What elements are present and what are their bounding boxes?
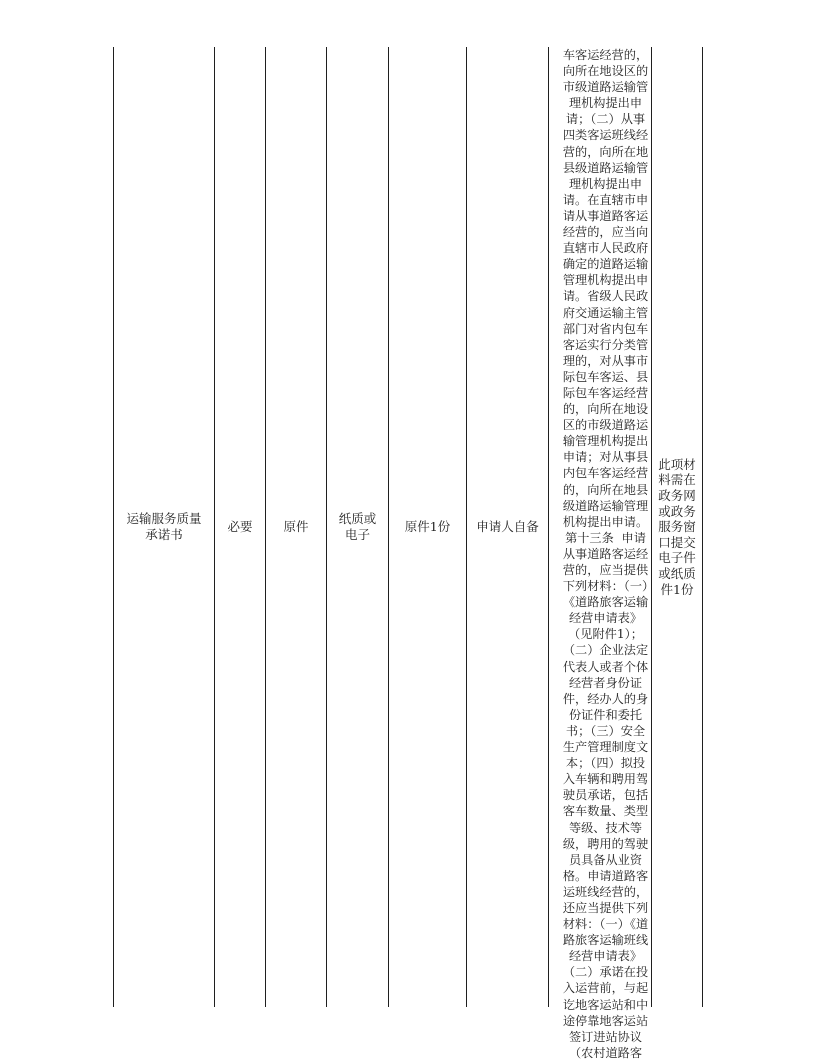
submission-note: 此项材料需在政务网或政务服务窗口提交电子件或纸质件1份 (658, 456, 696, 597)
required-cell (215, 47, 265, 1007)
table-border-right (702, 47, 703, 1007)
material-source: 申请人自备 (476, 519, 539, 534)
material-media: 纸质或电子 (338, 511, 377, 542)
required-flag: 必要 (227, 519, 253, 534)
source-cell (467, 47, 548, 1007)
media-cell (327, 47, 388, 1007)
material-form: 原件 (283, 519, 309, 534)
legal-basis-text: 车客运经营的，向所在地设区的市级道路运输管理机构提出申请；（二）从事四类客运班线经营的，向所在地县级道路运输管理机构提出申请。在直辖市申请从事道路客运经营的，应当向直辖市人民政府确定的道路运输管理机构提出申请。省级人民政府交通运输主管部门对省内包车客运实行分类管理的，对从事市际包车客运、县际包车客运经营的，向所在地设区的市级道路运输管理机构提出申请；对从事县内包车客运经营的，向所在地县级道路运输管理机构提出申请。第十三条 申请从事道路客运经营的，应当提供下列材料：（一）《道路旅客运输经营申请表》（见附件1）；（二）企业法定代表人或者个体经营者身份证件，经办人的身份证件和委托书；（三）安全生产管理制度文本；（四）拟投入车辆和聘用驾驶员承诺，包括客车数量、类型等级、技术等级，聘用的驾驶员具备从业资格。申请道路客运班线经营的，还应当提供下列材料：（一）《道路旅客运输班线经营申请表》（二）承诺在投入运营前，与起讫地客运站和中途停靠地客运站签订进站协议（农村道路客 (562, 48, 649, 1060)
form-cell (266, 47, 326, 1007)
note-cell (652, 47, 702, 1007)
material-name-cell (114, 47, 214, 1007)
material-copies: 原件1份 (404, 519, 451, 534)
copies-cell (389, 47, 466, 1007)
table-border (548, 47, 549, 1007)
material-name: 运输服务质量承诺书 (126, 511, 202, 542)
